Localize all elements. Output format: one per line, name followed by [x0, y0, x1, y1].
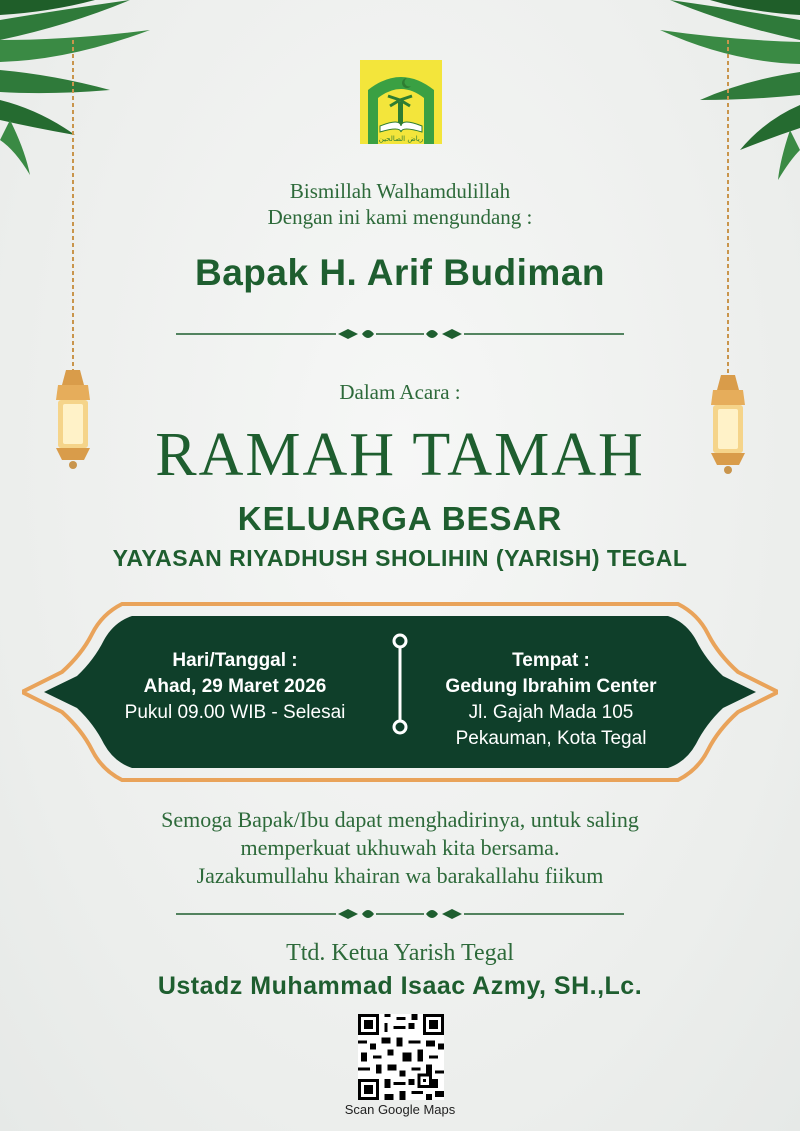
logo-arabic-text: رياض الصالحين	[378, 135, 424, 143]
event-intro: Dalam Acara :	[339, 380, 461, 404]
yayasan-logo	[360, 60, 442, 144]
venue-name: Gedung Ibrahim Center	[445, 676, 657, 697]
intro-line-1: Bismillah Walhamdulillah	[289, 179, 511, 203]
intro-text	[0, 178, 800, 230]
ornamental-divider-bottom	[176, 904, 624, 924]
venue-address-1: Jl. Gajah Mada 105	[468, 702, 634, 723]
event-subtitle: KELUARGA BESAR	[237, 500, 563, 537]
schedule-date: Ahad, 29 Maret 2026	[143, 676, 327, 697]
schedule-label: Hari/Tanggal :	[172, 650, 298, 671]
venue-info	[400, 648, 702, 752]
venue-address-2: Pekauman, Kota Tegal	[455, 728, 647, 749]
qr-caption: Scan Google Maps	[344, 1102, 456, 1117]
signature-name: Ustadz Muhammad Isaac Azmy, SH.,Lc.	[157, 972, 643, 1000]
closing-line-2: memperkuat ukhuwah kita bersama.	[240, 835, 560, 860]
schedule-info	[70, 648, 400, 726]
signature-title: Ttd. Ketua Yarish Tegal	[286, 940, 514, 966]
ornamental-divider-top	[176, 324, 624, 344]
guest-name: Bapak H. Arif Budiman	[194, 252, 606, 293]
venue-label: Tempat :	[512, 650, 590, 671]
closing-text	[0, 806, 800, 890]
closing-line-1: Semoga Bapak/Ibu dapat menghadirinya, untuk saling	[161, 807, 639, 832]
closing-line-3: Jazakumullahu khairan wa barakallahu fiikum	[196, 863, 604, 888]
event-organizer: YAYASAN RIYADHUSH SHOLIHIN (YARISH) TEGAL	[112, 545, 688, 571]
google-maps-qr-code[interactable]	[358, 1014, 444, 1100]
intro-line-2: Dengan ini kami mengundang :	[267, 205, 533, 229]
event-title: RAMAH TAMAH	[155, 421, 645, 489]
schedule-time: Pukul 09.00 WIB - Selesai	[124, 702, 346, 723]
